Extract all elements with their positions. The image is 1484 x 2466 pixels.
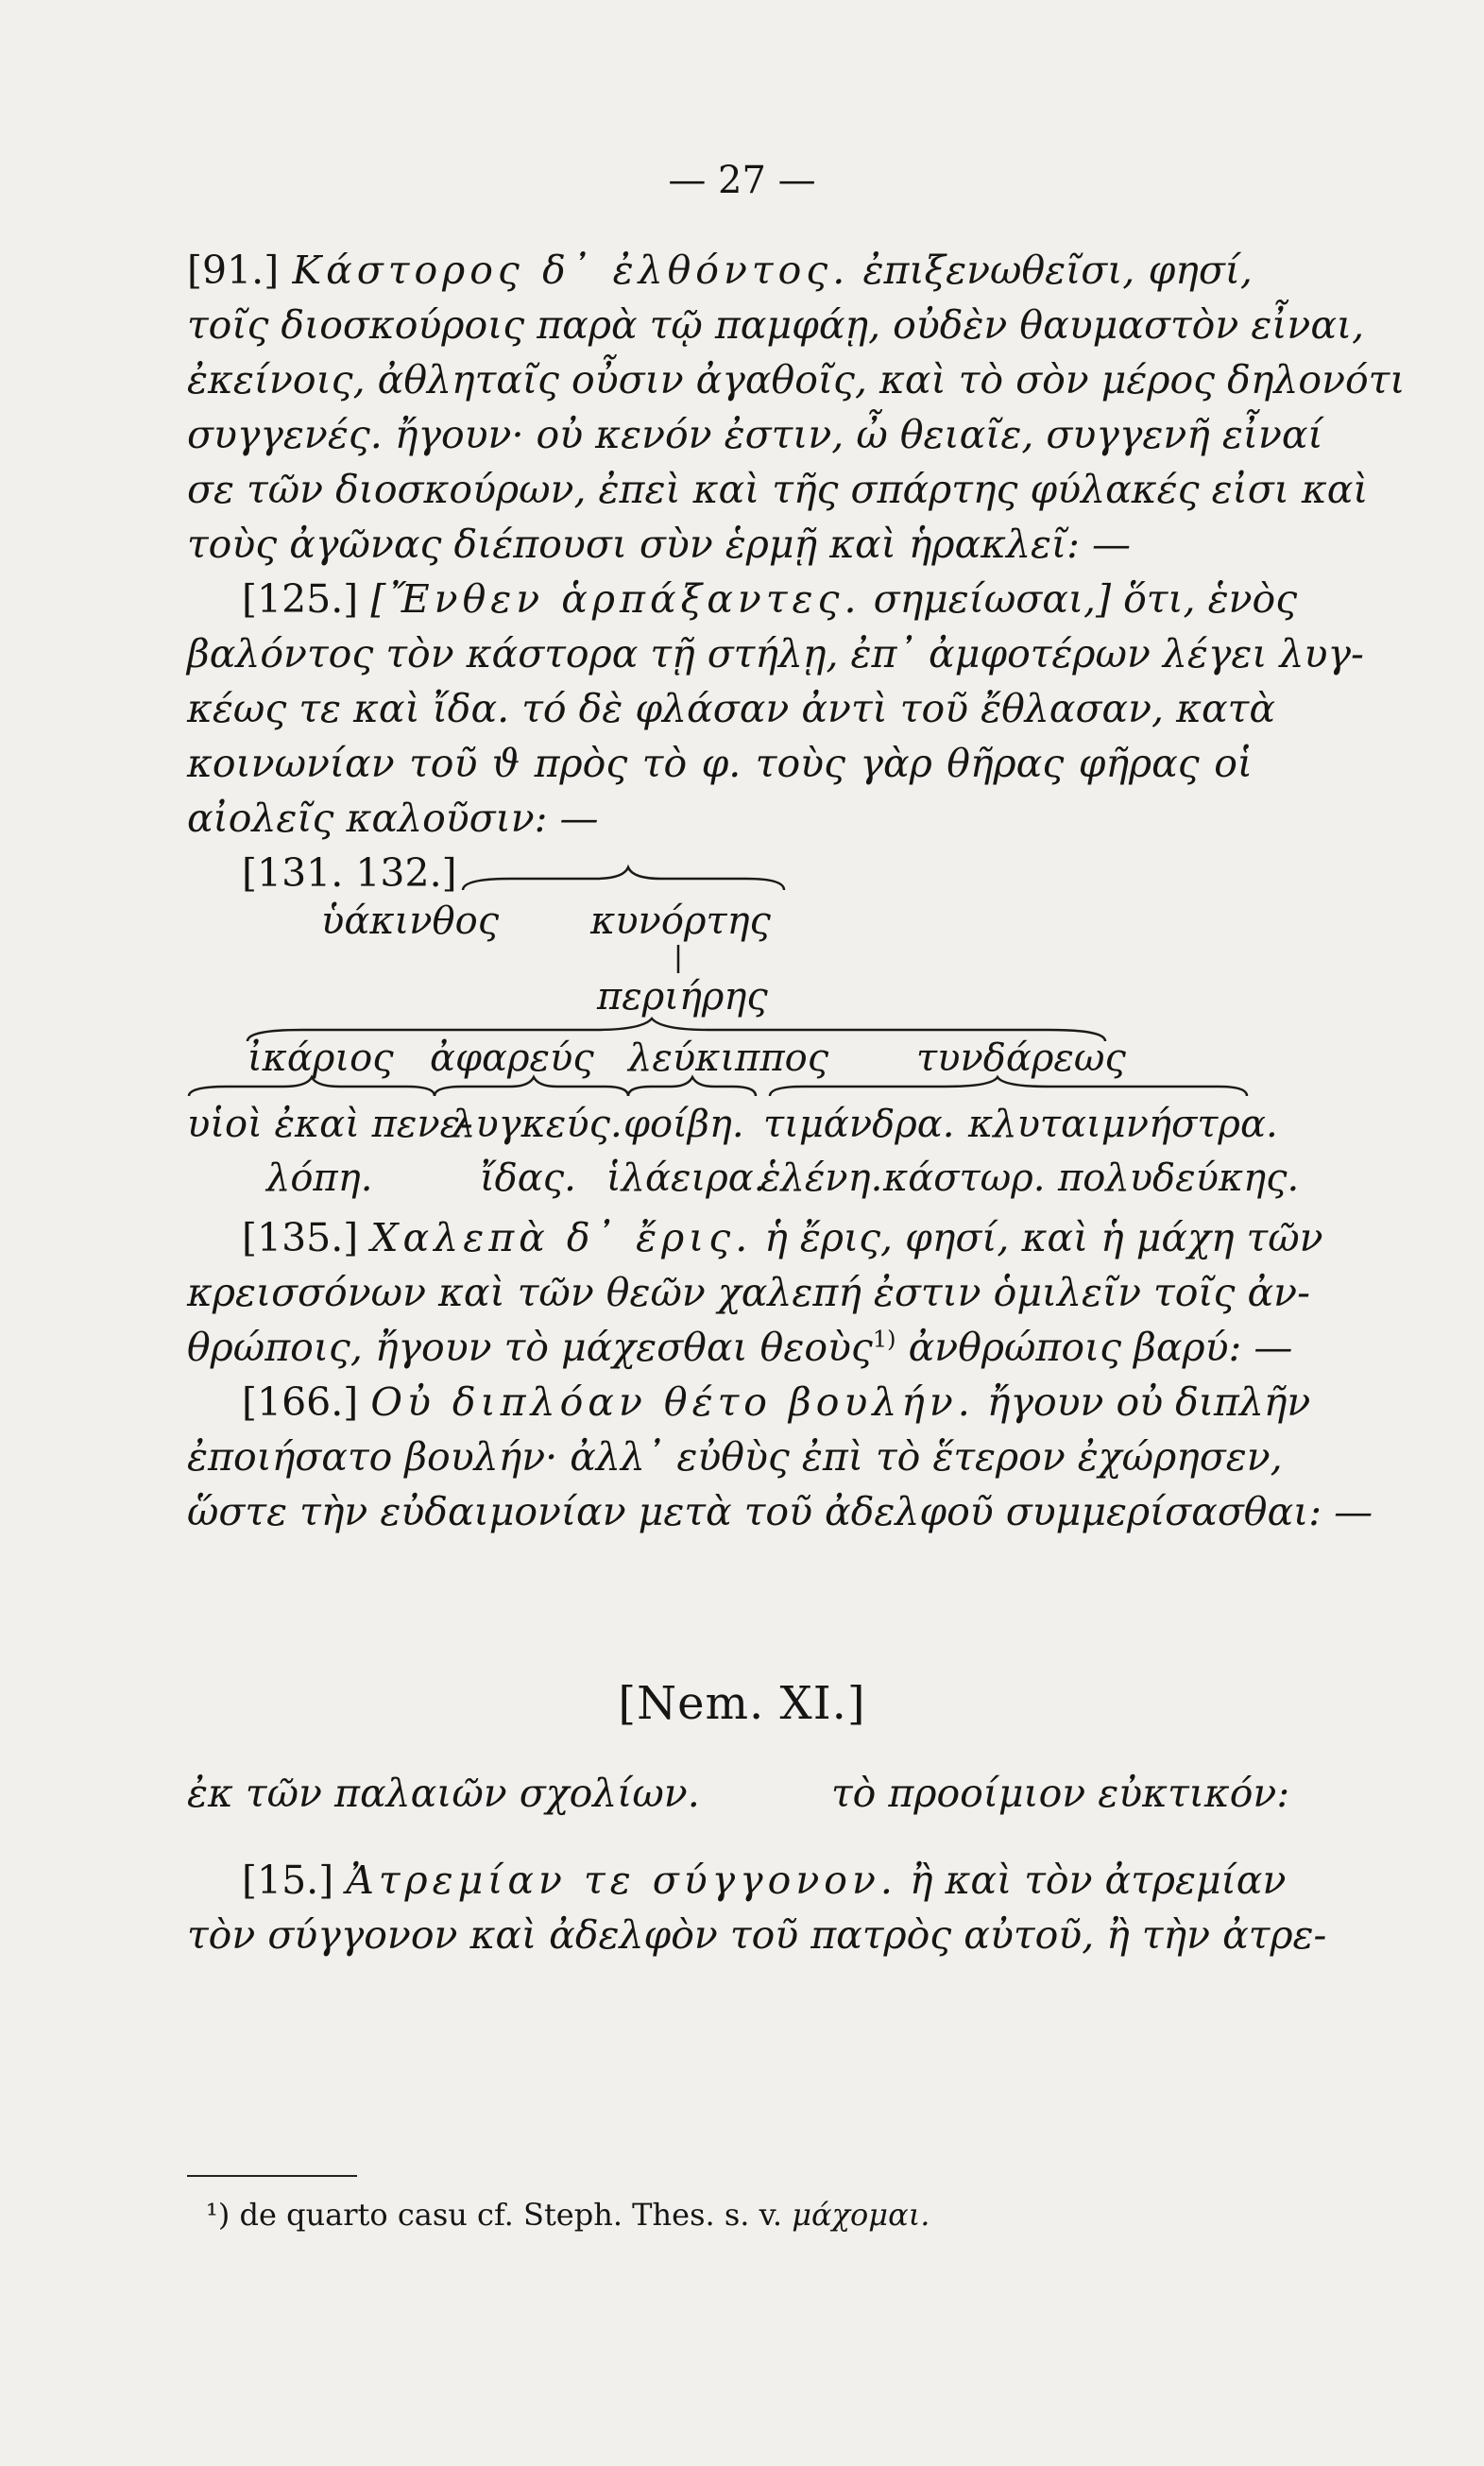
genealogy-row1-3: τιμάνδρα.: [763, 1103, 955, 1146]
p91-lemma: Κάστορος δ᾽ ἐλθόντος.: [292, 248, 850, 293]
page-number: — 27 —: [668, 159, 816, 202]
p135-line-2b: ἀνθρώποις βαρύ: —: [908, 1325, 1293, 1370]
p91-line-4: σε τῶν διοσκούρων, ἐπεὶ καὶ τῆς σπάρτης φύλακές εἰσι καὶ: [187, 467, 1369, 512]
footnote-text: de quarto casu cf. Steph. Thes. s. v.: [239, 2197, 783, 2233]
p166-line-0: [242, 1376, 1311, 1429]
genealogy-row2-1: ἴδας.: [480, 1156, 576, 1200]
p15-ref: [15.]: [242, 1858, 334, 1903]
genealogy-row1-2: φοίβη.: [623, 1103, 744, 1146]
genealogy-son-3: τυνδάρεως: [916, 1036, 1126, 1080]
p135-line-2a: θρώποις, ἤγουν τὸ μάχεσθαι θεοὺς: [187, 1325, 873, 1370]
p166-line-1: ἐποιήσατο βουλήν· ἀλλ᾽ εὐθὺς ἐπὶ τὸ ἕτερον ἐχώρησεν,: [187, 1434, 1283, 1480]
genealogy-row2-4: κάστωρ.: [883, 1156, 1046, 1200]
p91-line-5: τοὺς ἀγῶνας διέπουσι σὺν ἑρμῇ καὶ ἡρακλεῖ: —: [187, 522, 1131, 567]
genealogy-top-0: ὑάκινθος: [321, 899, 500, 943]
p91-line-1: τοῖς διοσκούροις παρὰ τῷ παμφάῃ, οὐδὲν θαυμαστὸν εἶναι,: [187, 302, 1365, 348]
genealogy-row1-4: κλυταιμνήστρα.: [968, 1103, 1278, 1146]
genealogy-middle: περιήρης: [597, 975, 768, 1019]
genealogy-son-1: ἀφαρεύς: [430, 1036, 594, 1080]
footnote-mark: ¹): [206, 2197, 230, 2233]
genealogy-son-0: ἰκάριος: [247, 1036, 394, 1080]
p166-rest: ἤγουν οὐ διπλῆν: [986, 1379, 1311, 1425]
p91-line-2: ἐκείνοις, ἀθληταῖς οὖσιν ἀγαθοῖς, καὶ τὸ σὸν μέρος δηλονότι: [187, 357, 1406, 402]
p125-line-3: κοινωνίαν τοῦ ϑ πρὸς τὸ φ. τοὺς γὰρ θῆρας φῆρας οἱ: [187, 741, 1253, 786]
p125-rest: σημείωσαι,] ὅτι, ἑνὸς: [873, 576, 1298, 622]
p125-ref: [125.]: [242, 576, 359, 622]
subheading-right: τὸ προοίμιον εὐκτικόν:: [831, 1771, 1290, 1816]
genealogy-row2-2: ἱλάειρα.: [606, 1156, 766, 1200]
footnote-greek: μάχομαι.: [792, 2197, 930, 2233]
footnote: [206, 2194, 930, 2235]
p135-ref: [135.]: [242, 1215, 359, 1260]
p15-rest: ἢ καὶ τὸν ἀτρεμίαν: [909, 1858, 1287, 1903]
p125-line-2: κέως τε καὶ ἴδα. τό δὲ φλάσαν ἀντὶ τοῦ ἔθλασαν, κατὰ: [187, 686, 1276, 731]
genealogy-row1-0: υἱοὶ ἐκαὶ πενε-: [187, 1103, 473, 1146]
subheading-left: ἐκ τῶν παλαιῶν σχολίων.: [187, 1771, 700, 1816]
p91-line-3: συγγενές. ἤγουν· οὐ κενόν ἐστιν, ὦ θειαῖε, συγγενῆ εἶναί: [187, 412, 1323, 457]
footnote-ref: 1): [872, 1326, 896, 1353]
p15-line-0: [242, 1854, 1287, 1907]
p135-line-0: [242, 1211, 1323, 1264]
footnote-rule: [187, 2175, 357, 2177]
p15-line-1: τὸν σύγγονον καὶ ἀδελφὸν τοῦ πατρὸς αὐτοῦ, ἢ τὴν ἀτρε-: [187, 1912, 1327, 1958]
p91-ref: [91.]: [187, 248, 280, 293]
p125-lemma: [Ἔνθεν ἁρπάξαντες.: [370, 576, 861, 622]
p135-rest: ἡ ἔρις, φησί, καὶ ἡ μάχη τῶν: [764, 1215, 1323, 1260]
p131-ref: [131. 132.]: [242, 850, 457, 896]
p15-lemma: Ἀτρεμίαν τε σύγγονον.: [346, 1858, 897, 1903]
p125-line-4: αἰολεῖς καλοῦσιν: —: [187, 796, 599, 841]
genealogy-row2-5: πολυδεύκης.: [1058, 1156, 1300, 1200]
p125-line-1: βαλόντος τὸν κάστορα τῇ στήλῃ, ἐπ᾽ ἀμφοτέρων λέγει λυγ-: [187, 631, 1364, 676]
genealogy-top-1: κυνόρτης: [590, 899, 771, 943]
genealogy-son-2: λεύκιππος: [628, 1036, 829, 1080]
p135-line-2: [187, 1321, 1293, 1374]
genealogy-row2-3: ἑλένη.: [760, 1156, 883, 1200]
p166-line-2: ὥστε τὴν εὐδαιμονίαν μετὰ τοῦ ἀδελφοῦ συμμερίσασθαι: —: [187, 1489, 1373, 1534]
p91-rest: ἐπιξενωθεῖσι, φησί,: [862, 248, 1253, 293]
genealogy-row1-1: λυγκεύς.: [452, 1103, 623, 1146]
p166-ref: [166.]: [242, 1379, 359, 1425]
p135-lemma: Χαλεπὰ δ᾽ ἔρις.: [370, 1215, 753, 1260]
section-heading: [Nem. XI.]: [618, 1677, 866, 1730]
p135-line-1: κρεισσόνων καὶ τῶν θεῶν χαλεπή ἐστιν ὁμιλεῖν τοῖς ἀν-: [187, 1270, 1310, 1315]
genealogy-row2-0: λόπη.: [266, 1156, 373, 1200]
p166-lemma: Οὐ διπλόαν θέτο βουλήν.: [370, 1379, 975, 1425]
